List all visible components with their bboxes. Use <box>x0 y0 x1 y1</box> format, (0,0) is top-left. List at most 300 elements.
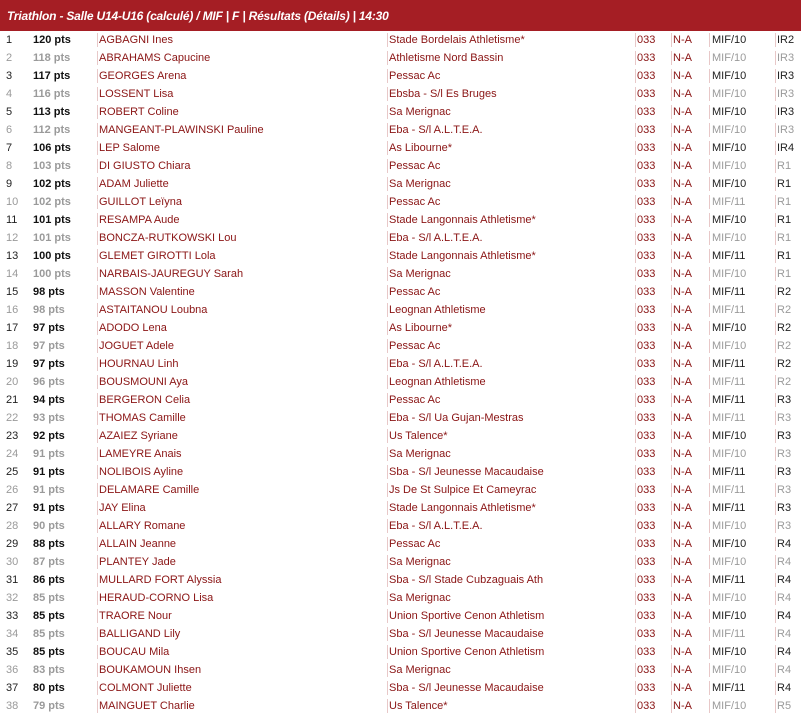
athlete-name-link[interactable]: ADAM Juliette <box>99 178 169 190</box>
club-name-link[interactable]: As Libourne* <box>389 322 452 334</box>
club-name-link[interactable]: Stade Bordelais Athletisme* <box>389 34 525 46</box>
column-divider <box>387 231 388 245</box>
table-row <box>0 229 801 247</box>
column-divider <box>775 195 776 209</box>
club-name-link[interactable]: Union Sportive Cenon Athletism <box>389 610 545 622</box>
athlete-name-link[interactable]: ROBERT Coline <box>99 106 179 118</box>
category-cell: MIF/10 <box>712 556 747 568</box>
athlete-name-link[interactable]: BERGERON Celia <box>99 394 191 406</box>
league-link[interactable]: N-A <box>673 664 692 676</box>
column-divider <box>775 249 776 263</box>
column-divider <box>775 339 776 353</box>
club-name-link[interactable]: Pessac Ac <box>389 340 441 352</box>
club-name-link[interactable]: Sba - S/l Jeunesse Macaudaise <box>389 466 544 478</box>
athlete-name-link[interactable]: LAMEYRE Anais <box>99 448 182 460</box>
column-divider <box>635 231 636 245</box>
department-link[interactable]: 033 <box>637 394 656 406</box>
table-row <box>0 139 801 157</box>
column-divider <box>97 339 98 353</box>
column-divider <box>709 375 710 389</box>
column-divider <box>387 123 388 137</box>
league-link[interactable]: N-A <box>673 340 692 352</box>
club-name-link[interactable]: Stade Langonnais Athletisme* <box>389 502 536 514</box>
club-name-link[interactable]: Sa Merignac <box>389 556 451 568</box>
athlete-name-link[interactable]: GUILLOT Leïyna <box>99 196 182 208</box>
league-link[interactable]: N-A <box>673 268 692 280</box>
department-link[interactable]: 033 <box>637 214 656 226</box>
level-cell: IR2 <box>777 34 795 46</box>
table-row <box>0 175 801 193</box>
club-name-link[interactable]: Union Sportive Cenon Athletism <box>389 646 545 658</box>
column-divider <box>671 69 672 83</box>
points-cell: 87 pts <box>33 556 65 568</box>
club-name-link[interactable]: Us Talence* <box>389 700 448 712</box>
column-divider <box>671 123 672 137</box>
level-cell: R3 <box>777 394 792 406</box>
athlete-name-link[interactable]: BALLIGAND Lily <box>99 628 181 640</box>
league-link[interactable]: N-A <box>673 124 692 136</box>
department-link[interactable]: 033 <box>637 196 656 208</box>
league-link[interactable]: N-A <box>673 466 692 478</box>
athlete-name-link[interactable]: JOGUET Adele <box>99 340 174 352</box>
department-link[interactable]: 033 <box>637 610 656 622</box>
column-divider <box>671 663 672 677</box>
club-name-link[interactable]: Stade Langonnais Athletisme* <box>389 214 536 226</box>
column-divider <box>387 591 388 605</box>
column-divider <box>635 177 636 191</box>
department-link[interactable]: 033 <box>637 34 656 46</box>
athlete-name-link[interactable]: BONCZA-RUTKOWSKI Lou <box>99 232 237 244</box>
league-link[interactable]: N-A <box>673 178 692 190</box>
athlete-name-link[interactable]: ASTAITANOU Loubna <box>99 304 208 316</box>
table-row <box>0 409 801 427</box>
level-cell: R4 <box>777 556 792 568</box>
athlete-name-link[interactable]: MULLARD FORT Alyssia <box>99 574 222 586</box>
athlete-name-link[interactable]: HOURNAU Linh <box>99 358 179 370</box>
column-divider <box>775 681 776 695</box>
column-divider <box>635 573 636 587</box>
rank-cell: 20 <box>6 376 19 388</box>
rank-cell: 18 <box>6 340 19 352</box>
column-divider <box>635 195 636 209</box>
department-link[interactable]: 033 <box>637 70 656 82</box>
department-link[interactable]: 033 <box>637 664 656 676</box>
league-link[interactable]: N-A <box>673 700 692 712</box>
points-cell: 117 pts <box>33 70 71 82</box>
league-link[interactable]: N-A <box>673 646 692 658</box>
column-divider <box>387 501 388 515</box>
league-link[interactable]: N-A <box>673 70 692 82</box>
column-divider <box>387 303 388 317</box>
club-name-link[interactable]: Sba - S/l Stade Cubzaguais Ath <box>389 574 544 586</box>
column-divider <box>635 465 636 479</box>
category-cell: MIF/10 <box>712 124 747 136</box>
column-divider <box>387 609 388 623</box>
club-name-link[interactable]: Sba - S/l Jeunesse Macaudaise <box>389 682 544 694</box>
league-link[interactable]: N-A <box>673 502 692 514</box>
athlete-name-link[interactable]: ABRAHAMS Capucine <box>99 52 211 64</box>
department-link[interactable]: 033 <box>637 142 656 154</box>
category-cell: MIF/10 <box>712 700 747 712</box>
table-row <box>0 697 801 715</box>
athlete-name-link[interactable]: MASSON Valentine <box>99 286 195 298</box>
athlete-name-link[interactable]: ALLAIN Jeanne <box>99 538 177 550</box>
points-cell: 101 pts <box>33 232 71 244</box>
rank-cell: 12 <box>6 232 19 244</box>
athlete-name-link[interactable]: RESAMPA Aude <box>99 214 180 226</box>
level-cell: IR4 <box>777 142 795 154</box>
rank-cell: 6 <box>6 124 13 136</box>
column-divider <box>775 483 776 497</box>
category-cell: MIF/11 <box>712 304 746 316</box>
column-divider <box>635 87 636 101</box>
club-name-link[interactable]: Pessac Ac <box>389 70 441 82</box>
athlete-name-link[interactable]: THOMAS Camille <box>99 412 186 424</box>
column-divider <box>775 555 776 569</box>
department-link[interactable]: 033 <box>637 322 656 334</box>
department-link[interactable]: 033 <box>637 556 656 568</box>
department-link[interactable]: 033 <box>637 484 656 496</box>
department-link[interactable]: 033 <box>637 124 656 136</box>
department-link[interactable]: 033 <box>637 682 656 694</box>
column-divider <box>709 627 710 641</box>
column-divider <box>775 33 776 47</box>
department-link[interactable]: 033 <box>637 538 656 550</box>
column-divider <box>775 51 776 65</box>
column-divider <box>387 537 388 551</box>
column-divider <box>671 141 672 155</box>
department-link[interactable]: 033 <box>637 574 656 586</box>
category-cell: MIF/10 <box>712 52 747 64</box>
club-name-link[interactable]: Sa Merignac <box>389 268 451 280</box>
table-row <box>0 67 801 85</box>
department-link[interactable]: 033 <box>637 178 656 190</box>
column-divider <box>387 519 388 533</box>
column-divider <box>709 69 710 83</box>
league-link[interactable]: N-A <box>673 358 692 370</box>
athlete-name-link[interactable]: LEP Salome <box>99 142 160 154</box>
category-cell: MIF/10 <box>712 610 747 622</box>
club-name-link[interactable]: Sa Merignac <box>389 178 451 190</box>
table-row <box>0 571 801 589</box>
club-name-link[interactable]: Eba - S/l A.L.T.E.A. <box>389 232 483 244</box>
level-cell: R4 <box>777 538 792 550</box>
rank-cell: 22 <box>6 412 19 424</box>
column-divider <box>671 447 672 461</box>
department-link[interactable]: 033 <box>637 592 656 604</box>
league-link[interactable]: N-A <box>673 232 692 244</box>
club-name-link[interactable]: Us Talence* <box>389 430 448 442</box>
column-divider <box>775 465 776 479</box>
points-cell: 92 pts <box>33 430 65 442</box>
league-link[interactable]: N-A <box>673 592 692 604</box>
level-cell: IR3 <box>777 70 795 82</box>
column-divider <box>775 177 776 191</box>
athlete-name-link[interactable]: DELAMARE Camille <box>99 484 200 496</box>
athlete-name-link[interactable]: NARBAIS-JAUREGUY Sarah <box>99 268 244 280</box>
rank-cell: 10 <box>6 196 19 208</box>
department-link[interactable]: 033 <box>637 304 656 316</box>
level-cell: R1 <box>777 214 792 226</box>
club-name-link[interactable]: Pessac Ac <box>389 196 441 208</box>
category-cell: MIF/11 <box>712 574 746 586</box>
column-divider <box>775 591 776 605</box>
league-link[interactable]: N-A <box>673 556 692 568</box>
athlete-name-link[interactable]: DI GIUSTO Chiara <box>99 160 191 172</box>
column-divider <box>635 375 636 389</box>
level-cell: R2 <box>777 286 792 298</box>
club-name-link[interactable]: Pessac Ac <box>389 160 441 172</box>
department-link[interactable]: 033 <box>637 628 656 640</box>
athlete-name-link[interactable]: AGBAGNI Ines <box>99 34 173 46</box>
department-link[interactable]: 033 <box>637 232 656 244</box>
athlete-name-link[interactable]: BOUSMOUNI Aya <box>99 376 189 388</box>
category-cell: MIF/10 <box>712 592 747 604</box>
column-divider <box>709 609 710 623</box>
points-cell: 83 pts <box>33 664 65 676</box>
league-link[interactable]: N-A <box>673 196 692 208</box>
club-name-link[interactable]: Eba - S/l A.L.T.E.A. <box>389 124 483 136</box>
level-cell: R3 <box>777 484 792 496</box>
rank-cell: 33 <box>6 610 19 622</box>
rank-cell: 32 <box>6 592 19 604</box>
athlete-name-link[interactable]: TRAORE Nour <box>99 610 172 622</box>
club-name-link[interactable]: Eba - S/l A.L.T.E.A. <box>389 520 483 532</box>
athlete-name-link[interactable]: BOUCAU Mila <box>99 646 170 658</box>
league-link[interactable]: N-A <box>673 250 692 262</box>
column-divider <box>387 465 388 479</box>
column-divider <box>387 393 388 407</box>
column-divider <box>97 627 98 641</box>
club-name-link[interactable]: Js De St Sulpice Et Cameyrac <box>389 484 537 496</box>
department-link[interactable]: 033 <box>637 286 656 298</box>
points-cell: 112 pts <box>33 124 71 136</box>
league-link[interactable]: N-A <box>673 142 692 154</box>
athlete-name-link[interactable]: GLEMET GIROTTI Lola <box>99 250 216 262</box>
club-name-link[interactable]: Leognan Athletisme <box>389 376 486 388</box>
club-name-link[interactable]: Pessac Ac <box>389 538 441 550</box>
club-name-link[interactable]: Stade Langonnais Athletisme* <box>389 250 536 262</box>
column-divider <box>709 681 710 695</box>
league-link[interactable]: N-A <box>673 412 692 424</box>
level-cell: R1 <box>777 178 792 190</box>
column-divider <box>97 51 98 65</box>
table-row <box>0 661 801 679</box>
column-divider <box>671 33 672 47</box>
league-link[interactable]: N-A <box>673 52 692 64</box>
club-name-link[interactable]: Leognan Athletisme <box>389 304 486 316</box>
department-link[interactable]: 033 <box>637 466 656 478</box>
department-link[interactable]: 033 <box>637 646 656 658</box>
league-link[interactable]: N-A <box>673 106 692 118</box>
column-divider <box>671 375 672 389</box>
column-divider <box>671 573 672 587</box>
table-row <box>0 427 801 445</box>
league-link[interactable]: N-A <box>673 160 692 172</box>
league-link[interactable]: N-A <box>673 322 692 334</box>
league-link[interactable]: N-A <box>673 628 692 640</box>
club-name-link[interactable]: Sba - S/l Jeunesse Macaudaise <box>389 628 544 640</box>
column-divider <box>709 663 710 677</box>
points-cell: 91 pts <box>33 448 65 460</box>
category-cell: MIF/11 <box>712 358 746 370</box>
league-link[interactable]: N-A <box>673 538 692 550</box>
athlete-name-link[interactable]: BOUKAMOUN Ihsen <box>99 664 202 676</box>
department-link[interactable]: 033 <box>637 412 656 424</box>
club-name-link[interactable]: Pessac Ac <box>389 286 441 298</box>
department-link[interactable]: 033 <box>637 52 656 64</box>
athlete-name-link[interactable]: MAINGUET Charlie <box>99 700 195 712</box>
category-cell: MIF/10 <box>712 232 747 244</box>
department-link[interactable]: 033 <box>637 88 656 100</box>
column-divider <box>97 123 98 137</box>
column-divider <box>635 123 636 137</box>
column-divider <box>97 357 98 371</box>
column-divider <box>387 699 388 713</box>
table-row <box>0 247 801 265</box>
column-divider <box>775 69 776 83</box>
table-row <box>0 517 801 535</box>
column-divider <box>775 105 776 119</box>
club-name-link[interactable]: Sa Merignac <box>389 106 451 118</box>
column-divider <box>709 141 710 155</box>
league-link[interactable]: N-A <box>673 520 692 532</box>
athlete-name-link[interactable]: GEORGES Arena <box>99 70 187 82</box>
league-link[interactable]: N-A <box>673 394 692 406</box>
points-cell: 120 pts <box>33 34 71 46</box>
column-divider <box>635 51 636 65</box>
column-divider <box>387 249 388 263</box>
club-name-link[interactable]: As Libourne* <box>389 142 452 154</box>
column-divider <box>709 393 710 407</box>
athlete-name-link[interactable]: MANGEANT-PLAWINSKI Pauline <box>99 124 264 136</box>
points-cell: 85 pts <box>33 610 65 622</box>
category-cell: MIF/11 <box>712 250 746 262</box>
athlete-name-link[interactable]: ALLARY Romane <box>99 520 186 532</box>
league-link[interactable]: N-A <box>673 286 692 298</box>
department-link[interactable]: 033 <box>637 250 656 262</box>
column-divider <box>97 519 98 533</box>
club-name-link[interactable]: Sa Merignac <box>389 592 451 604</box>
club-name-link[interactable]: Ebsba - S/l Es Bruges <box>389 88 497 100</box>
points-cell: 85 pts <box>33 646 65 658</box>
rank-cell: 8 <box>6 160 13 172</box>
athlete-name-link[interactable]: PLANTEY Jade <box>99 556 176 568</box>
department-link[interactable]: 033 <box>637 700 656 712</box>
department-link[interactable]: 033 <box>637 376 656 388</box>
table-row <box>0 355 801 373</box>
category-cell: MIF/10 <box>712 268 747 280</box>
athlete-name-link[interactable]: HERAUD-CORNO Lisa <box>99 592 214 604</box>
rank-cell: 26 <box>6 484 19 496</box>
column-divider <box>387 375 388 389</box>
athlete-name-link[interactable]: COLMONT Juliette <box>99 682 192 694</box>
column-divider <box>97 321 98 335</box>
column-divider <box>387 573 388 587</box>
column-divider <box>671 105 672 119</box>
league-link[interactable]: N-A <box>673 88 692 100</box>
rank-cell: 31 <box>6 574 19 586</box>
athlete-name-link[interactable]: AZAIEZ Syriane <box>99 430 178 442</box>
column-divider <box>387 141 388 155</box>
rank-cell: 35 <box>6 646 19 658</box>
column-divider <box>387 177 388 191</box>
column-divider <box>775 303 776 317</box>
club-name-link[interactable]: Sa Merignac <box>389 448 451 460</box>
department-link[interactable]: 033 <box>637 520 656 532</box>
column-divider <box>709 537 710 551</box>
column-divider <box>635 267 636 281</box>
column-divider <box>775 87 776 101</box>
table-row <box>0 373 801 391</box>
table-row <box>0 643 801 661</box>
athlete-name-link[interactable]: ADODO Lena <box>99 322 167 334</box>
league-link[interactable]: N-A <box>673 682 692 694</box>
column-divider <box>775 231 776 245</box>
department-link[interactable]: 033 <box>637 106 656 118</box>
league-link[interactable]: N-A <box>673 448 692 460</box>
points-cell: 79 pts <box>33 700 65 712</box>
table-row <box>0 301 801 319</box>
category-cell: MIF/11 <box>712 394 746 406</box>
column-divider <box>97 609 98 623</box>
column-divider <box>387 645 388 659</box>
club-name-link[interactable]: Eba - S/l A.L.T.E.A. <box>389 358 483 370</box>
league-link[interactable]: N-A <box>673 430 692 442</box>
column-divider <box>635 645 636 659</box>
results-header <box>0 0 801 31</box>
league-link[interactable]: N-A <box>673 574 692 586</box>
column-divider <box>709 285 710 299</box>
club-name-link[interactable]: Athletisme Nord Bassin <box>389 52 504 64</box>
column-divider <box>775 699 776 713</box>
department-link[interactable]: 033 <box>637 502 656 514</box>
department-link[interactable]: 033 <box>637 268 656 280</box>
league-link[interactable]: N-A <box>673 304 692 316</box>
league-link[interactable]: N-A <box>673 610 692 622</box>
rank-cell: 36 <box>6 664 19 676</box>
athlete-name-link[interactable]: LOSSENT Lisa <box>99 88 174 100</box>
level-cell: R2 <box>777 322 792 334</box>
athlete-name-link[interactable]: JAY Elina <box>99 502 146 514</box>
league-link[interactable]: N-A <box>673 214 692 226</box>
club-name-link[interactable]: Sa Merignac <box>389 664 451 676</box>
department-link[interactable]: 033 <box>637 430 656 442</box>
column-divider <box>709 249 710 263</box>
league-link[interactable]: N-A <box>673 484 692 496</box>
column-divider <box>387 411 388 425</box>
department-link[interactable]: 033 <box>637 358 656 370</box>
table-row <box>0 589 801 607</box>
athlete-name-link[interactable]: NOLIBOIS Ayline <box>99 466 184 478</box>
club-name-link[interactable]: Pessac Ac <box>389 394 441 406</box>
category-cell: MIF/11 <box>712 412 746 424</box>
rank-cell: 24 <box>6 448 19 460</box>
table-row <box>0 85 801 103</box>
league-link[interactable]: N-A <box>673 376 692 388</box>
club-name-link[interactable]: Eba - S/l Ua Gujan-Mestras <box>389 412 524 424</box>
points-cell: 98 pts <box>33 304 65 316</box>
department-link[interactable]: 033 <box>637 448 656 460</box>
department-link[interactable]: 033 <box>637 340 656 352</box>
column-divider <box>635 681 636 695</box>
league-link[interactable]: N-A <box>673 34 692 46</box>
department-link[interactable]: 033 <box>637 160 656 172</box>
column-divider <box>97 33 98 47</box>
column-divider <box>709 177 710 191</box>
column-divider <box>671 699 672 713</box>
level-cell: R1 <box>777 268 792 280</box>
